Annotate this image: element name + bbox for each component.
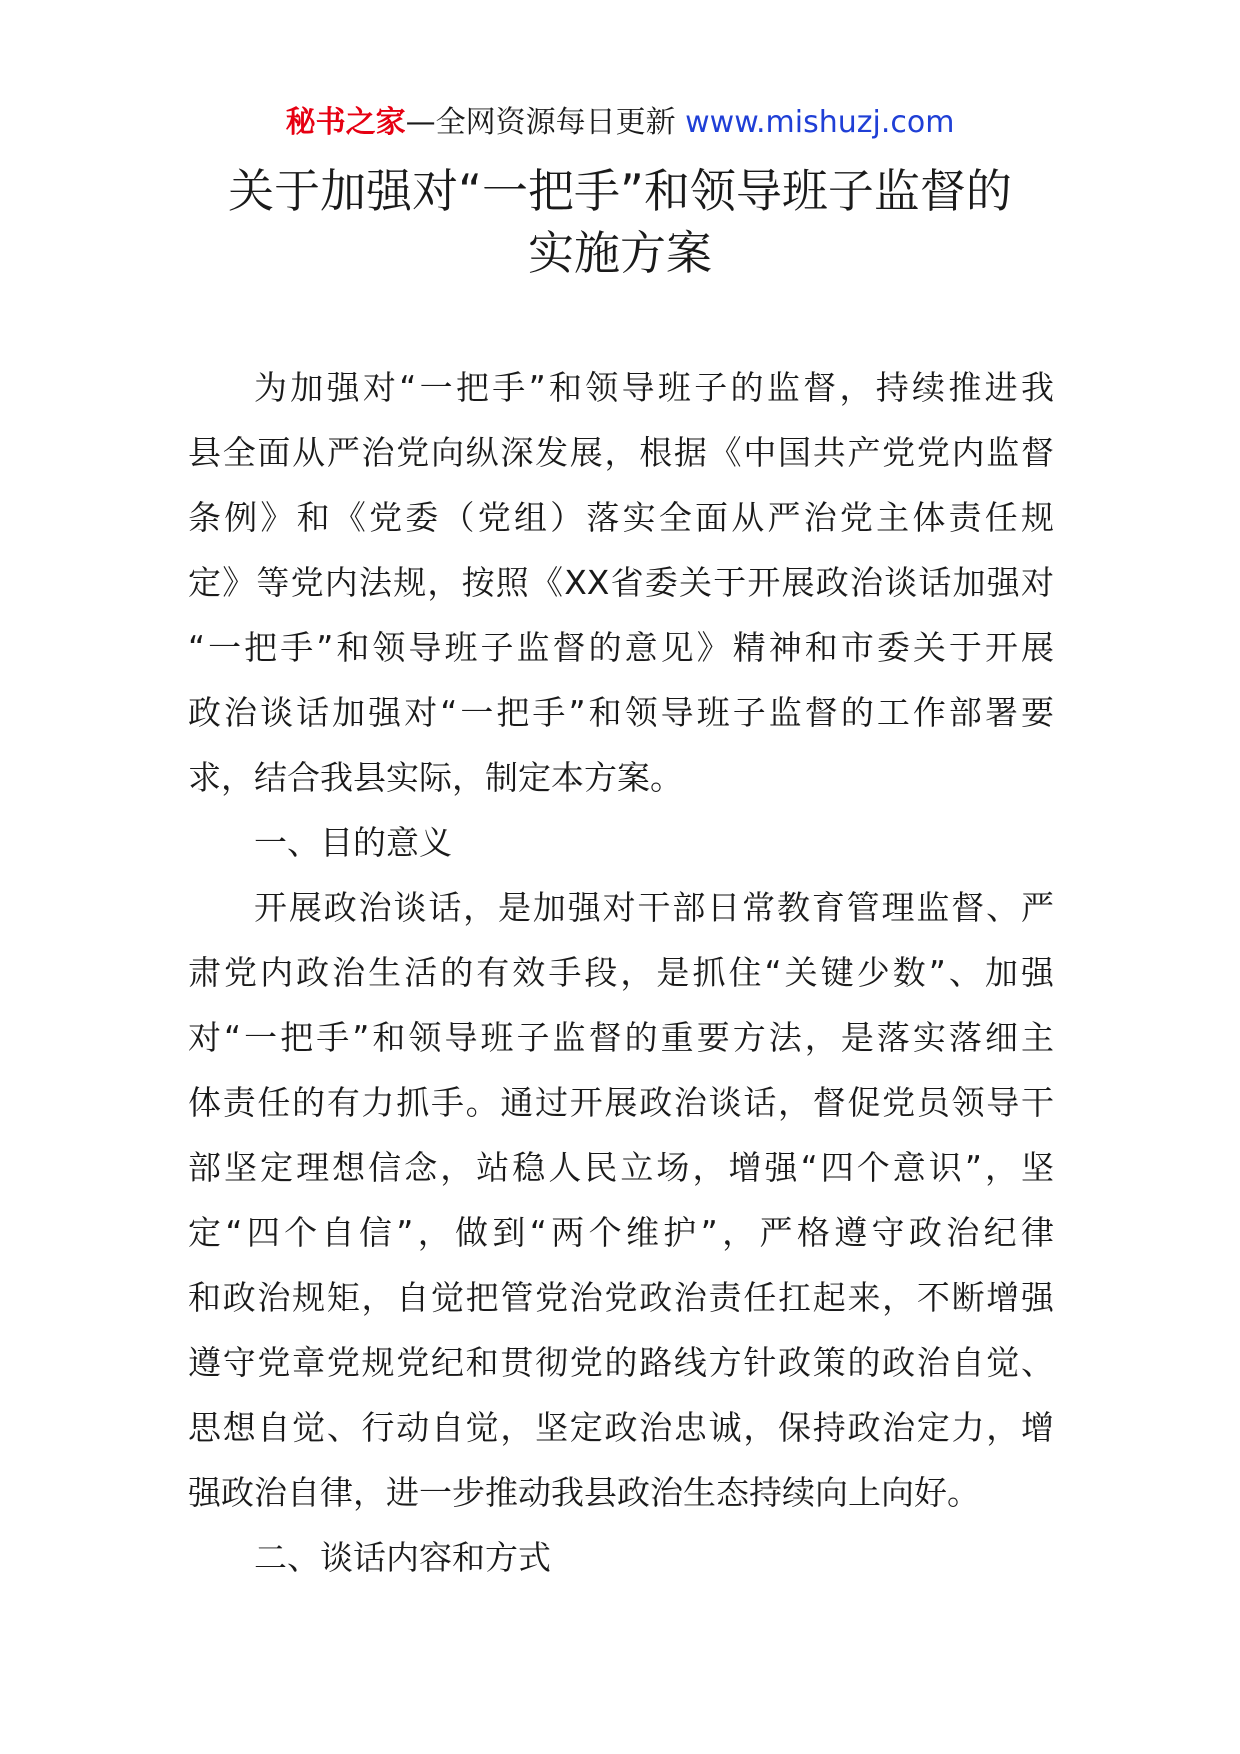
paragraph-line: 思想自觉、行动自觉，坚定政治忠诚，保持政治定力，增 (188, 1408, 1054, 1447)
title-line-1: 关于加强对“一把手”和领导班子监督的 (228, 164, 1012, 218)
paragraph-line: 为加强对“一把手”和领导班子的监督，持续推进我 (254, 368, 1054, 407)
paragraph-line: 肃党内政治生活的有效手段，是抓住“关键少数”、加强 (188, 953, 1054, 992)
site-banner (0, 103, 1240, 143)
paragraph-line: 定“四个自信”，做到“两个维护”，严格遵守政治纪律 (188, 1213, 1054, 1252)
paragraph-line: 对“一把手”和领导班子监督的重要方法，是落实落细主 (188, 1018, 1054, 1057)
paragraph-line: 条例》和《党委（党组）落实全面从严治党主体责任规 (188, 498, 1054, 537)
paragraph-line: 开展政治谈话，是加强对干部日常教育管理监督、严 (254, 888, 1054, 927)
paragraph-line: 遵守党章党规党纪和贯彻党的路线方针政策的政治自觉、 (188, 1343, 1054, 1382)
paragraph-line: 县全面从严治党向纵深发展，根据《中国共产党党内监督 (188, 433, 1054, 472)
paragraph-line: 求，结合我县实际，制定本方案。 (188, 758, 683, 797)
section-heading: 二、谈话内容和方式 (254, 1538, 551, 1577)
section-heading: 一、目的意义 (254, 823, 452, 862)
paragraph-line: 部坚定理想信念，站稳人民立场，增强“四个意识”，坚 (188, 1148, 1054, 1187)
title-line-2: 实施方案 (528, 226, 712, 280)
paragraph-line: 定》等党内法规，按照《XX省委关于开展政治谈话加强对 (188, 563, 1054, 602)
paragraph-line: 政治谈话加强对“一把手”和领导班子监督的工作部署要 (188, 693, 1054, 732)
paragraph-line: “一把手”和领导班子监督的意见》精神和市委关于开展 (188, 628, 1054, 667)
paragraph-line: 和政治规矩，自觉把管党治党政治责任扛起来，不断增强 (188, 1278, 1054, 1317)
paragraph-line: 强政治自律，进一步推动我县政治生态持续向上向好。 (188, 1473, 980, 1512)
paragraph-line: 体责任的有力抓手。通过开展政治谈话，督促党员领导干 (188, 1083, 1054, 1122)
document-body (188, 355, 1054, 1590)
brand-name: 秘书之家 (285, 105, 406, 140)
banner-slogan: —全网资源每日更新 (405, 105, 686, 140)
site-url[interactable]: www.mishuzj.com (685, 105, 955, 140)
document-title (140, 160, 1100, 284)
